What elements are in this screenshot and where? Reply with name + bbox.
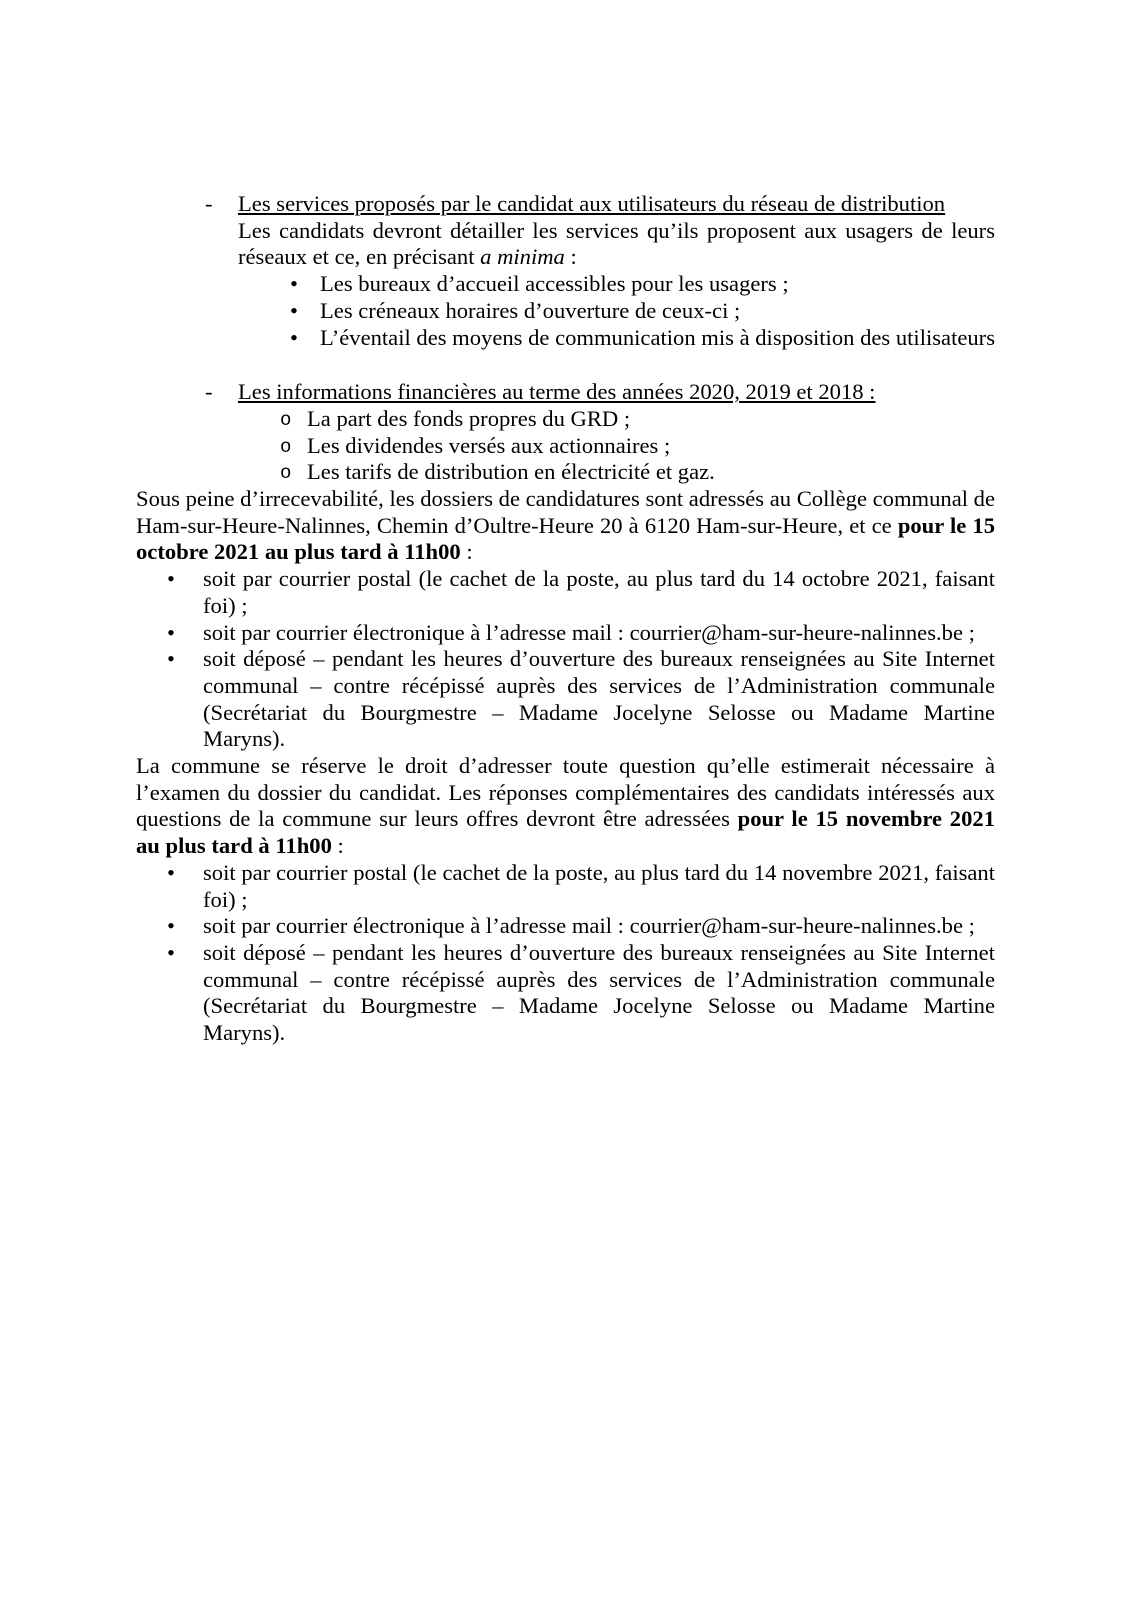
- circle-marker: o: [280, 462, 292, 485]
- questions-bullet-item-1: [136, 860, 995, 913]
- services-intro-text: Les candidats devront détailler les services qu’ils proposent aux usagers de leurs réseaux et ce, en précisant: [238, 217, 995, 270]
- service-bullet-item-2: [136, 298, 995, 325]
- services-heading: Les services proposés par le candidat aux utilisateurs du réseau de distribution: [238, 191, 946, 216]
- submission-bullet-item-3: [136, 646, 995, 753]
- bullet-marker: •: [167, 646, 175, 672]
- services-intro-italic: a minima: [480, 244, 565, 270]
- submission-bullet-item-2: [136, 620, 995, 647]
- circle-marker: o: [280, 408, 292, 431]
- questions-colon: :: [331, 833, 344, 859]
- submission-bullet-text-3: soit déposé – pendant les heures d’ouverture des bureaux renseignées au Site Internet communal – contre récépissé auprès des services de l’Administration communale (Secrétariat du Bourgmestre – Madame Jocelyne Selosse ou Madame Martine Maryns).: [203, 646, 995, 752]
- dash-marker: -: [205, 379, 213, 405]
- financial-heading-item: [136, 379, 995, 406]
- submission-bullet-text-1: soit par courrier postal (le cachet de la poste, au plus tard du 14 octobre 2021, faisant foi) ;: [203, 566, 995, 618]
- financial-item-2: [136, 433, 995, 460]
- service-bullet-text-1: Les bureaux d’accueil accessibles pour les usagers ;: [320, 271, 789, 297]
- questions-text: La commune se réserve le droit d’adresser toute question qu’elle estimerait nécessaire à l’examen du dossier du candidat. Les réponses complémentaires des candidats intéressés aux questions de la commune sur leurs offres devront être adressées: [136, 753, 995, 832]
- bullet-marker: •: [167, 939, 175, 965]
- questions-paragraph: [136, 753, 995, 860]
- submission-bullet-item-1: [136, 566, 995, 619]
- bullet-marker: •: [167, 913, 175, 939]
- financial-item-text-3: Les tarifs de distribution en électricité et gaz.: [307, 459, 715, 485]
- questions-bullet-item-2: [136, 913, 995, 940]
- circle-marker: o: [280, 435, 292, 458]
- submission-text: Sous peine d’irrecevabilité, les dossiers de candidatures sont adressés au Collège communal de Ham-sur-Heure-Nalinnes, Chemin d’Oultre-Heure 20 à 6120 Ham-sur-Heure, et ce: [136, 486, 995, 538]
- services-intro-colon: :: [564, 244, 577, 270]
- service-bullet-item-1: [136, 271, 995, 298]
- financial-item-1: [136, 406, 995, 433]
- submission-colon: :: [460, 539, 473, 565]
- bullet-marker: •: [290, 324, 298, 350]
- bullet-marker: •: [167, 619, 175, 645]
- services-intro-paragraph: [136, 218, 995, 271]
- service-bullet-text-3: L’éventail des moyens de communication mis à disposition des utilisateurs: [320, 324, 995, 350]
- financial-heading: Les informations financières au terme des années 2020, 2019 et 2018 :: [238, 379, 876, 405]
- questions-deadline-bold: pour le 15 novembre 2021 au plus tard à 11h00: [136, 806, 995, 859]
- service-bullet-item-3: [136, 325, 995, 352]
- bullet-marker: •: [167, 859, 175, 885]
- questions-bullet-text-2: soit par courrier électronique à l’adresse mail : courrier@ham-sur-heure-nalinnes.be ;: [203, 913, 975, 939]
- bullet-marker: •: [290, 297, 298, 323]
- submission-deadline-bold: pour le 15 octobre 2021 au plus tard à 11h00: [136, 512, 995, 565]
- service-bullet-text-2: Les créneaux horaires d’ouverture de ceux-ci ;: [320, 297, 741, 323]
- dash-marker: -: [205, 191, 213, 216]
- bullet-marker: •: [167, 566, 175, 592]
- document-content: [136, 191, 995, 1047]
- financial-item-text-1: La part des fonds propres du GRD ;: [307, 405, 631, 431]
- questions-bullet-text-1: soit par courrier postal (le cachet de la poste, au plus tard du 14 novembre 2021, faisant foi) ;: [203, 859, 995, 912]
- submission-paragraph: [136, 486, 995, 566]
- bullet-marker: •: [290, 271, 298, 297]
- services-heading-item: [136, 191, 995, 218]
- submission-bullet-text-2: soit par courrier électronique à l’adresse mail : courrier@ham-sur-heure-nalinnes.be ;: [203, 619, 975, 645]
- questions-bullet-item-3: [136, 940, 995, 1047]
- questions-bullet-text-3: soit déposé – pendant les heures d’ouverture des bureaux renseignées au Site Internet communal – contre récépissé auprès des services de l’Administration communale (Secrétariat du Bourgmestre – Madame Jocelyne Selosse ou Madame Martine Maryns).: [203, 939, 995, 1046]
- financial-item-3: [136, 459, 995, 486]
- financial-item-text-2: Les dividendes versés aux actionnaires ;: [307, 432, 671, 458]
